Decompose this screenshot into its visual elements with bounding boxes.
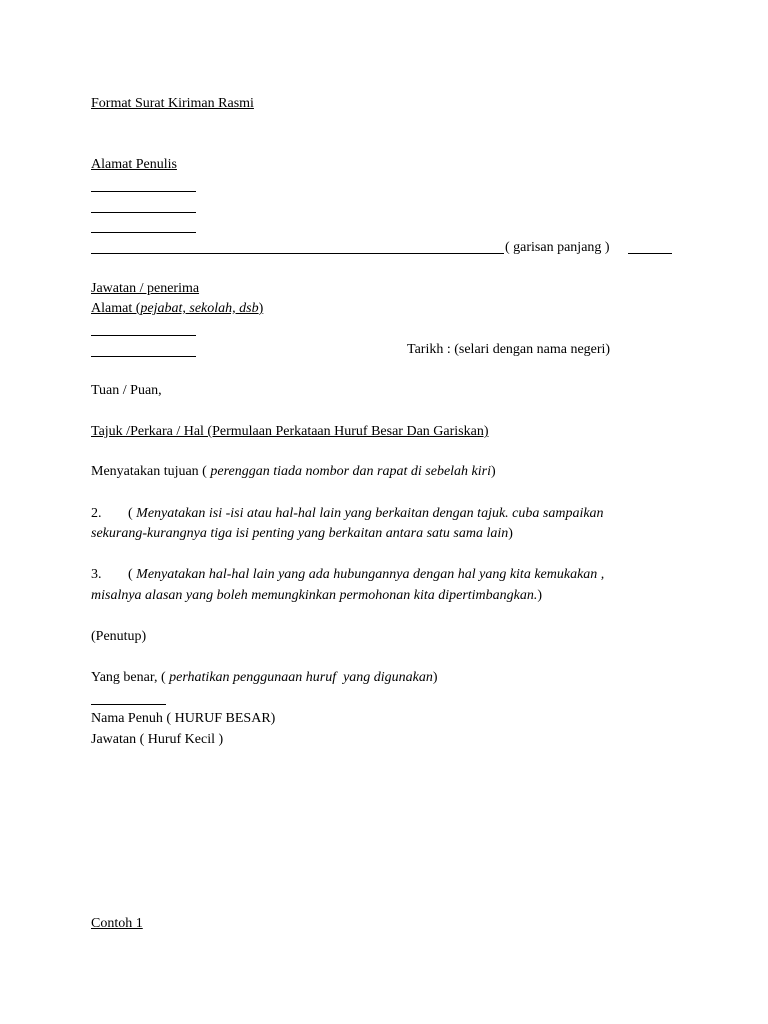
paragraph-2-number: 2. xyxy=(91,506,102,521)
paragraph-3-line-1: ( Menyatakan hal-hal lain yang ada hubungannya dengan hal yang kita kemukakan , xyxy=(128,567,605,582)
full-name-line: Nama Penuh ( HURUF BESAR) xyxy=(91,711,276,726)
sender-address-line-2 xyxy=(91,212,196,213)
paragraph-3-line-2: misalnya alasan yang boleh memungkinkan permohonan kita dipertimbangkan.) xyxy=(91,588,543,603)
sign-off: Yang benar, ( perhatikan penggunaan huruf yang digunakan) xyxy=(91,670,438,685)
paragraph-3-number: 3. xyxy=(91,567,102,582)
intro-paragraph: Menyatakan tujuan ( perenggan tiada nombor dan rapat di sebelah kiri) xyxy=(91,464,496,479)
subject-line: Tajuk /Perkara / Hal (Permulaan Perkataan Huruf Besar Dan Gariskan) xyxy=(91,424,489,439)
position-line: Jawatan ( Huruf Kecil ) xyxy=(91,732,224,747)
sender-address-line-1 xyxy=(91,191,196,192)
long-divider-line xyxy=(91,253,504,254)
long-line-label: ( garisan panjang ) xyxy=(505,240,610,255)
signature-line xyxy=(91,704,166,705)
example-heading: Contoh 1 xyxy=(91,916,143,931)
sender-address-heading: Alamat Penulis xyxy=(91,157,177,172)
sender-address-line-3 xyxy=(91,232,196,233)
salutation: Tuan / Puan, xyxy=(91,383,162,398)
date-note: Tarikh : (selari dengan nama negeri) xyxy=(407,342,611,357)
paragraph-2-line-1: ( Menyatakan isi -isi atau hal-hal lain yang berkaitan dengan tajuk. cuba sampaikan xyxy=(128,506,604,521)
recipient-position-heading: Jawatan / penerima xyxy=(91,281,200,296)
document-title: Format Surat Kiriman Rasmi xyxy=(91,96,254,111)
closing-note: (Penutup) xyxy=(91,629,147,644)
recipient-address-line-1 xyxy=(91,335,196,336)
paragraph-2-line-2: sekurang-kurangnya tiga isi penting yang berkaitan antara satu sama lain) xyxy=(91,526,513,541)
long-divider-tail xyxy=(628,253,672,254)
recipient-address-line-2 xyxy=(91,356,196,357)
recipient-address-heading: Alamat (pejabat, sekolah, dsb) xyxy=(91,301,264,316)
